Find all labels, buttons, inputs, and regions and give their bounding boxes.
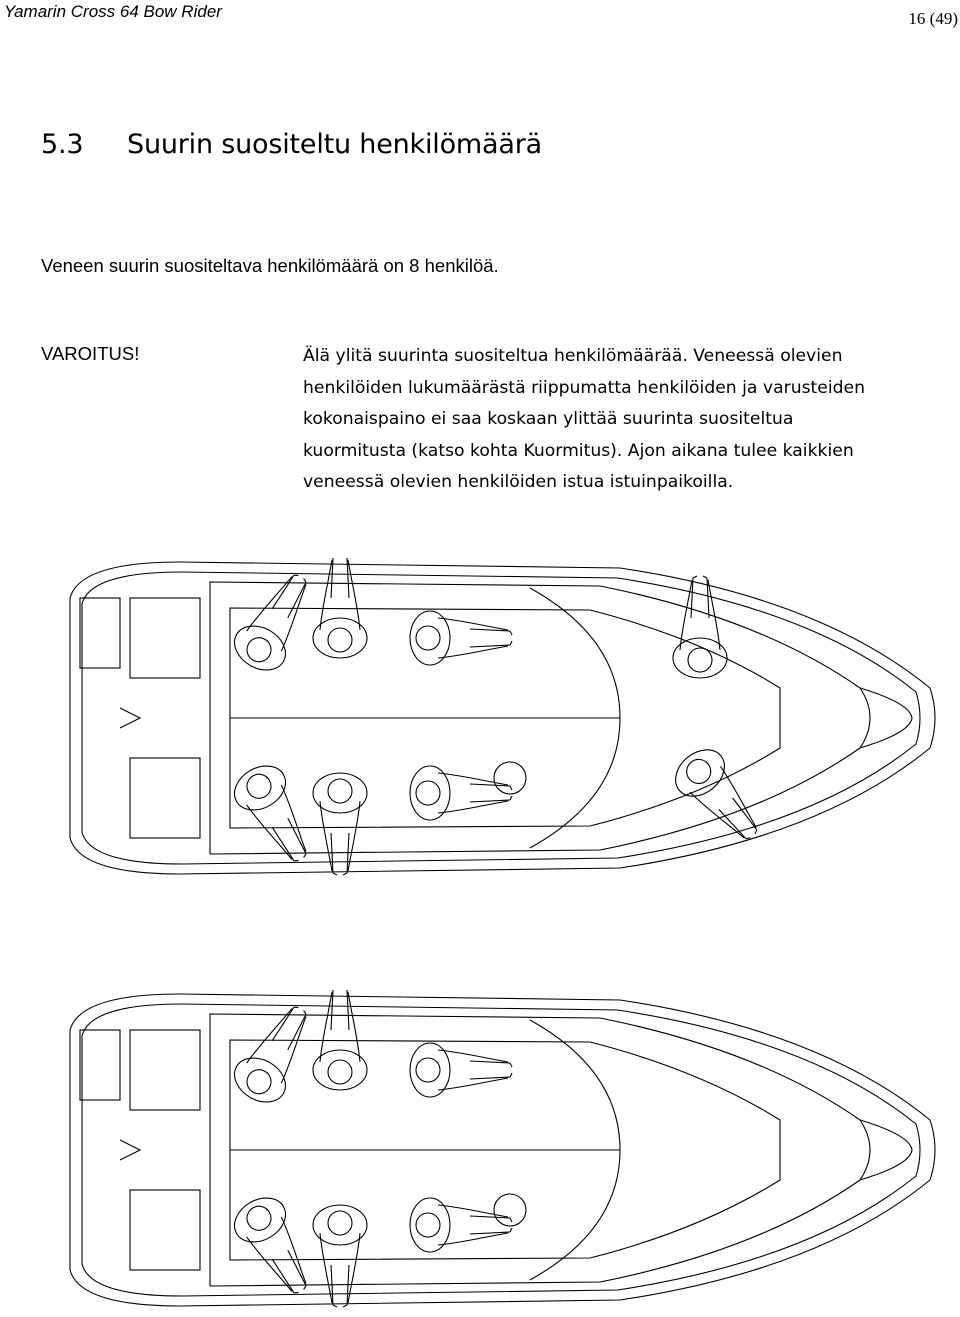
steering-wheel (494, 762, 526, 794)
seated-person (410, 766, 512, 820)
person-arms (690, 766, 766, 845)
person-arms (320, 801, 360, 871)
person-legs (272, 1250, 309, 1295)
person-legs (331, 833, 349, 875)
stern-seat-bottom (130, 758, 200, 838)
person-head (328, 1211, 352, 1235)
warning-line: veneessä olevien henkilöiden istua istuinpaikoilla. (303, 472, 734, 492)
person-head (416, 626, 440, 650)
seated-person (227, 757, 325, 872)
document-title: Yamarin Cross 64 Bow Rider (4, 2, 222, 21)
person-arms (438, 1050, 508, 1090)
person-legs (470, 1061, 512, 1079)
stern-ladder (80, 598, 120, 668)
page-header (0, 0, 960, 40)
warning-line: henkilöiden lukumäärästä riippumatta henkilöiden ja varusteiden (303, 377, 866, 398)
person-arms (438, 1205, 508, 1245)
person-shoulders (227, 1189, 294, 1251)
warning-text (303, 341, 953, 499)
stern-seat-top (130, 598, 200, 678)
person-head (416, 781, 440, 805)
boat-seating-diagram-8-persons (60, 558, 940, 878)
warning-line: kuormitusta (katso kohta Kuormitus). Ajon aikana tulee kaikkien (303, 440, 854, 461)
motor-mount (120, 708, 140, 728)
person-arms (320, 560, 360, 630)
bow-tip (860, 1120, 912, 1180)
person-legs (272, 1004, 309, 1049)
person-shoulders (227, 617, 294, 679)
motor-mount (120, 1140, 140, 1160)
person-arms (320, 1233, 360, 1303)
seated-person (673, 576, 727, 678)
section-number: 5.3 (41, 129, 84, 160)
person-head (328, 628, 352, 652)
seated-person (227, 563, 325, 678)
section-heading (41, 129, 542, 160)
stern-ladder (80, 1030, 120, 1100)
warning-label: VAROITUS! (41, 343, 140, 364)
person-arms (438, 773, 508, 813)
steering-wheel (494, 1194, 526, 1226)
seated-person (313, 1205, 367, 1307)
stern-seat-bottom (130, 1190, 200, 1270)
person-head (328, 1060, 352, 1084)
bow-tip (860, 688, 912, 748)
seated-person (410, 1198, 512, 1252)
page-number: 16 (49) (908, 9, 958, 28)
person-legs (272, 818, 309, 863)
person-legs (331, 1265, 349, 1307)
intro-paragraph: Veneen suurin suositeltava henkilömäärä on 8 henkilöä. (41, 255, 499, 276)
person-shoulders (666, 740, 733, 805)
seated-person (227, 995, 325, 1110)
person-head (243, 1065, 276, 1098)
person-arms (320, 992, 360, 1062)
person-legs (272, 572, 309, 617)
warning-line: Älä ylitä suurinta suositeltua henkilömäärää. Veneessä olevien (303, 346, 843, 366)
boat-drawing (60, 990, 940, 1310)
person-legs (470, 629, 512, 647)
person-head (328, 779, 352, 803)
person-head (688, 648, 712, 672)
seated-person (410, 611, 512, 665)
person-head (416, 1213, 440, 1237)
person-head (243, 1202, 276, 1235)
person-head (682, 755, 716, 789)
seated-person (227, 1189, 325, 1304)
boat-drawing (60, 558, 940, 878)
boat-seating-diagram-6-persons (60, 990, 940, 1310)
seated-person (313, 773, 367, 875)
person-shoulders (227, 757, 294, 819)
stern-seat-top (130, 1030, 200, 1110)
person-head (243, 633, 276, 666)
person-head (416, 1058, 440, 1082)
person-arms (438, 618, 508, 658)
person-head (243, 770, 276, 803)
section-title: Suurin suositeltu henkilömäärä (127, 129, 542, 160)
person-shoulders (227, 1049, 294, 1111)
warning-line: kokonaispaino ei saa koskaan ylittää suurinta suositeltua (303, 409, 794, 429)
seated-person (410, 1043, 512, 1097)
